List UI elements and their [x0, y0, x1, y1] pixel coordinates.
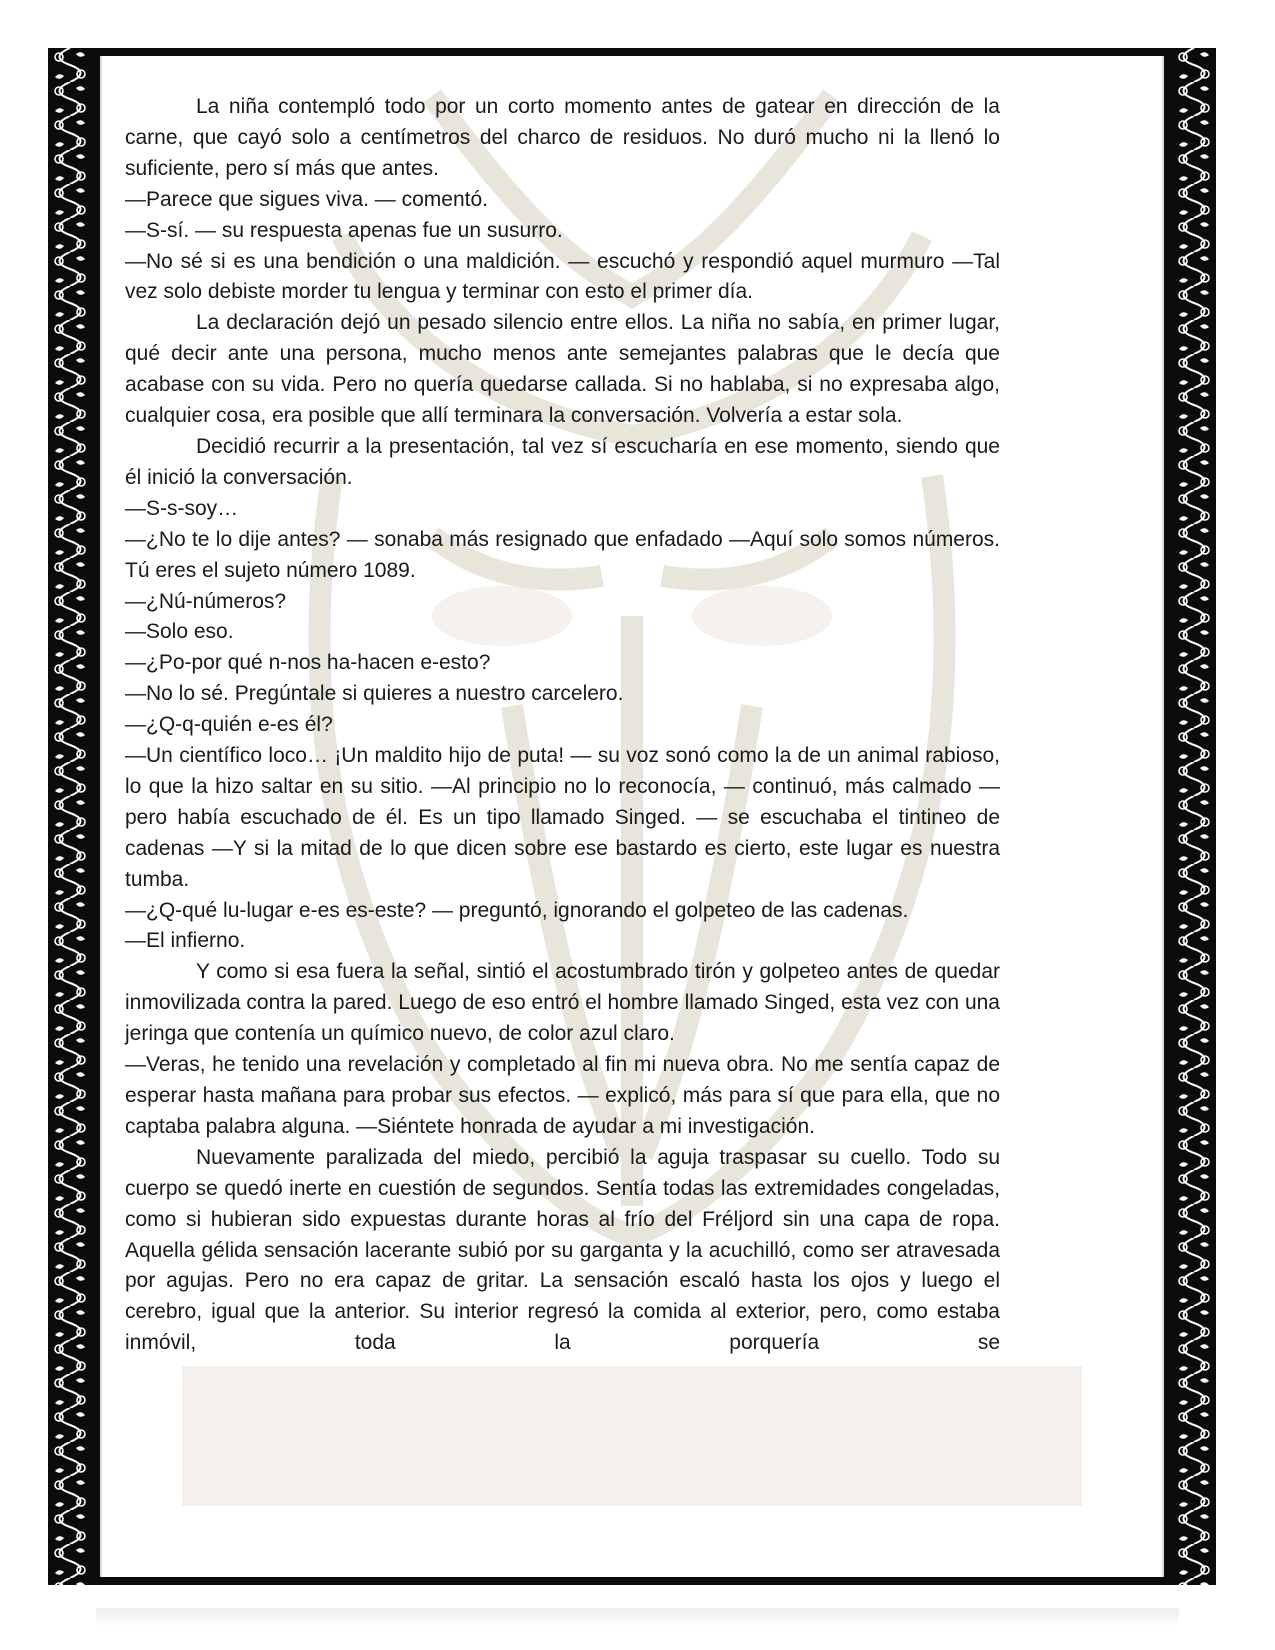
- dialogue-line: —Veras, he tenido una revelación y completado al fin mi nueva obra. No me sentía capaz de esperar hasta mañana para probar sus efectos. — explicó, más para sí que para ella, que no captaba palabra alguna. —Siéntete honrada de ayudar a mi investigación.: [125, 1053, 1000, 1138]
- dialogue-line: —Un científico loco… ¡Un maldito hijo de puta! — su voz sonó como la de un animal rabioso, lo que la hizo saltar en su sitio. —Al principio no lo reconocía, — continuó, más calmado —pero había escuchado de él. Es un tipo llamado Singed. — se escuchaba el tintineo de cadenas —Y si la mitad de lo que dicen sobre ese bastardo es cierto, este lugar es nuestra tumba.: [125, 744, 1000, 891]
- dialogue-line: —No sé si es una bendición o una maldición. — escuchó y respondió aquel murmuro —Tal vez solo debiste morder tu lengua y terminar con esto el primer día.: [125, 249, 1000, 304]
- floral-vine-border-right: [1172, 48, 1216, 1585]
- dialogue-line: —Solo eso.: [125, 620, 234, 644]
- scan-shadow: [96, 1608, 1179, 1626]
- dialogue-line: —¿Q-q-quién e-es él?: [125, 713, 333, 737]
- dialogue-line: —El infierno.: [125, 929, 246, 953]
- floral-vine-border-left: [48, 48, 92, 1585]
- dialogue-line: —¿No te lo dije antes? — sonaba más resignado que enfadado —Aquí solo somos números. Tú eres el sujeto número 1089.: [125, 527, 1000, 582]
- paragraph: La declaración dejó un pesado silencio entre ellos. La niña no sabía, en primer lugar, qué decir ante una persona, mucho menos ante semejantes palabras que le decía que acabase con su vida. Pero no quería quedarse callada. Si no hablaba, si no expresaba algo, cualquier cosa, era posible que allí terminara la conversación. Volvería a estar sola.: [125, 311, 1000, 428]
- dialogue-line: —No lo sé. Pregúntale si quieres a nuestro carcelero.: [125, 682, 624, 706]
- paragraph: Y como si esa fuera la señal, sintió el acostumbrado tirón y golpeteo antes de quedar inmovilizada contra la pared. Luego de eso entró el hombre llamado Singed, esta vez con una jeringa que contenía un químico nuevo, de color azul claro.: [125, 960, 1000, 1046]
- dialogue-line: —Parece que sigues viva. — comentó.: [125, 187, 489, 211]
- paragraph: Decidió recurrir a la presentación, tal vez sí escucharía en ese momento, siendo que él inició la conversación.: [125, 434, 1000, 489]
- dialogue-line: —¿Po-por qué n-nos ha-hacen e-esto?: [125, 651, 491, 675]
- dialogue-line: —S-sí. — su respuesta apenas fue un susurro.: [125, 218, 563, 242]
- story-text: [125, 92, 1000, 1359]
- paragraph: La niña contempló todo por un corto momento antes de gatear en dirección de la carne, que cayó solo a centímetros del charco de residuos. No duró mucho ni la llenó lo suficiente, pero sí más que antes.: [125, 95, 1000, 180]
- dialogue-line: —S-s-soy…: [125, 496, 239, 520]
- paragraph: Nuevamente paralizada del miedo, percibió la aguja traspasar su cuello. Todo su cuerpo se quedó inerte en cuestión de segundos. Sentía todas las extremidades congeladas, como si hubieran sido expuestas durante horas al frío del Fréljord sin una capa de ropa. Aquella gélida sensación lacerante subió por su garganta y la acuchilló, como ser atravesada por agujas. Pero no era capaz de gritar. La sensación escaló hasta los ojos y luego el cerebro, igual que la anterior. Su interior regresó la comida al exterior, pero, como estaba inmóvil, toda la porquería se: [125, 1145, 1000, 1355]
- dialogue-line: —¿Nú-números?: [125, 589, 287, 613]
- dialogue-line: —¿Q-qué lu-lugar e-es es-este? — preguntó, ignorando el golpeteo de las cadenas.: [125, 898, 909, 922]
